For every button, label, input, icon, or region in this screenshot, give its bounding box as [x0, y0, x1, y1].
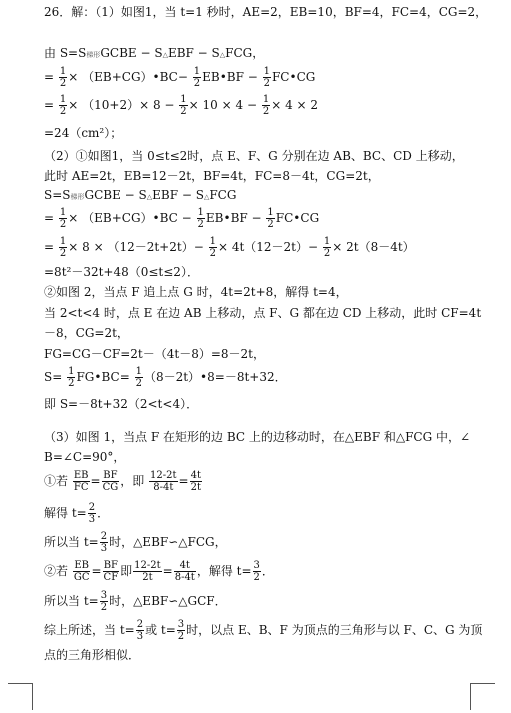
fraction: $\frac{1}{2}$ — [267, 207, 274, 230]
formula-line: 解得 t= $\frac{2}{3}$ ． — [44, 502, 110, 525]
fraction: $\frac{BF}{CG}$ — [102, 470, 119, 493]
fraction: $\frac{BF}{CF}$ — [103, 560, 119, 583]
formula-line: 所以当 t= $\frac{3}{2}$ 时，△EBF∽△GCF． — [44, 590, 227, 613]
fraction: $\frac{4t}{8-4t}$ — [174, 560, 195, 583]
fraction: $\frac{2}{3}$ — [88, 502, 96, 525]
fraction: $\frac{1}{2}$ — [209, 236, 216, 259]
fraction: $\frac{1}{2}$ — [262, 94, 270, 117]
page-corner-mark-right — [470, 683, 495, 710]
fraction: $\frac{1}{2}$ — [193, 66, 201, 89]
text-line: （3）如图 1，当点 F 在矩形的边 BC 上的边移动时，在△EBF 和△FCG 中，∠ — [44, 430, 471, 444]
text-line: B=∠C=90°， — [44, 450, 126, 464]
text-line: FG=CG－CF=2t－（4t－8）=8－2t， — [44, 347, 265, 361]
fraction: $\frac{1}{2}$ — [197, 207, 204, 230]
fraction: $\frac{EB}{FC}$ — [73, 470, 89, 493]
text-line: S=S梯形GCBE − S△EBF − S△FCG — [44, 188, 237, 202]
fraction: $\frac{12-2t}{8-4t}$ — [150, 470, 177, 493]
text-line: （2）①如图1，当 0≤t≤2时，点 E、F、G 分别在边 AB、BC、CD 上移动， — [44, 149, 464, 163]
fraction: $\frac{3}{2}$ — [100, 590, 108, 613]
fraction: $\frac{1}{2}$ — [68, 366, 75, 389]
fraction: $\frac{2}{3}$ — [100, 531, 108, 554]
fraction: $\frac{1}{2}$ — [180, 94, 187, 117]
formula-line: = $\frac{1}{2}$ × （10+2）× 8 − $\frac{1}{2}$ × 10 × 4 − $\frac{1}{2}$ × 4 × 2 — [44, 94, 319, 117]
text-line: －8，CG=2t， — [44, 326, 129, 340]
formula-line: = $\frac{1}{2}$ × （EB+CG）•BC− $\frac{1}{2}$ EB•BF − $\frac{1}{2}$ FC•CG — [44, 66, 316, 89]
text-line: 当 2<t<4 时，点 E 在边 AB 上移动，点 F、G 都在边 CD 上移动，此时 CF=4t — [44, 306, 482, 320]
page-corner-mark-left — [8, 683, 33, 710]
formula-line: = $\frac{1}{2}$ × （EB+CG）•BC − $\frac{1}{2}$ EB•BF − $\frac{1}{2}$ FC•CG — [44, 207, 320, 230]
text-line: =24（cm²）； — [44, 126, 123, 140]
formula-line: = $\frac{1}{2}$ × 8 × （12－2t+2t）− $\frac{1}{2}$ × 4t（12－2t）− $\frac{1}{2}$ × 2t（8－4t） — [44, 236, 415, 259]
formula-line: 所以当 t= $\frac{2}{3}$ 时，△EBF∽△FCG， — [44, 531, 227, 554]
fraction: $\frac{1}{2}$ — [59, 236, 67, 259]
text-line: 即 S=－8t+32（2<t<4）． — [44, 397, 199, 411]
text-line: =8t²－32t+48（0≤t≤2）． — [44, 265, 199, 279]
fraction: $\frac{3}{2}$ — [177, 619, 185, 642]
text-line: 26．解：（1）如图1，当 t=1 秒时，AE=2，EB=10，BF=4，FC=4，CG=2， — [44, 5, 488, 19]
formula-line: ①若 $\frac{EB}{FC}$ = $\frac{BF}{CG}$ ，即 $\frac{12-2t}{8-4t}$ = $\frac{4t}{2t}$ — [44, 470, 201, 493]
fraction: $\frac{EB}{GC}$ — [73, 560, 90, 583]
fraction: $\frac{1}{2}$ — [59, 94, 67, 117]
text-line: 此时 AE=2t，EB=12－2t，BF=4t，FC=8－4t，CG=2t， — [44, 169, 380, 183]
fraction: $\frac{4t}{2t}$ — [190, 470, 201, 493]
formula-line: ②若 $\frac{EB}{GC}$ = $\frac{BF}{CF}$ 即 $\frac{12-2t}{2t}$ = $\frac{4t}{8-4t}$ ，解得 t= $\frac{3}{2}$ ． — [44, 560, 274, 583]
fraction: $\frac{2}{3}$ — [136, 619, 144, 642]
fraction: $\frac{1}{2}$ — [59, 207, 67, 230]
fraction: $\frac{1}{2}$ — [323, 236, 331, 259]
fraction: $\frac{12-2t}{2t}$ — [134, 560, 161, 583]
fraction: $\frac{3}{2}$ — [253, 560, 260, 583]
text-line: 由 S=S梯形GCBE − S△EBF − S△FCG， — [44, 46, 265, 60]
fraction: $\frac{1}{2}$ — [263, 66, 270, 89]
fraction: $\frac{1}{2}$ — [59, 66, 67, 89]
fraction: $\frac{1}{2}$ — [135, 366, 142, 389]
formula-line: 综上所述，当 t= $\frac{2}{3}$ 或 t= $\frac{3}{2}$ 时，以点 E、B、F 为顶点的三角形与以 F、C、G 为顶 — [44, 619, 483, 642]
formula-line: S= $\frac{1}{2}$ FG•BC= $\frac{1}{2}$ （8－2t）•8=－8t+32． — [44, 366, 287, 389]
text-line: 点的三角形相似． — [44, 648, 141, 662]
text-line: ②如图 2，当点 F 追上点 G 时，4t=2t+8，解得 t=4， — [44, 285, 348, 299]
